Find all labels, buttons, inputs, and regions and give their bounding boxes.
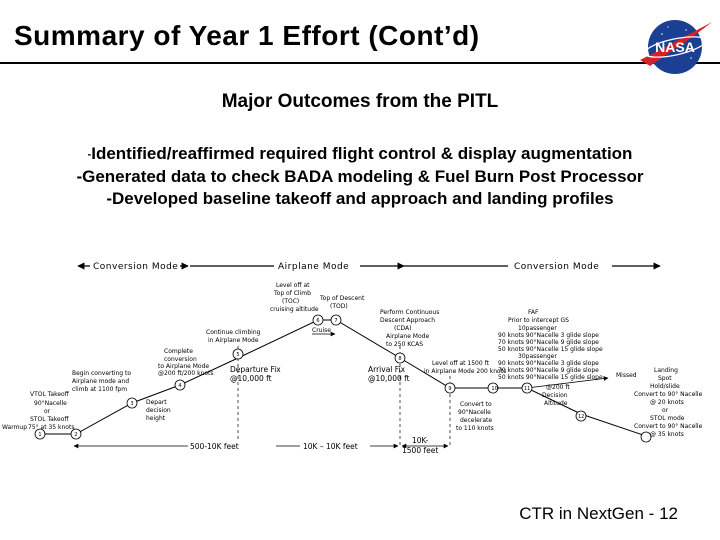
svg-text:10: 10	[491, 386, 498, 392]
annotation-top-of-descent	[319, 295, 365, 310]
mode-label-conversion-left: Conversion Mode	[93, 262, 179, 272]
svg-text:1: 1	[38, 432, 42, 438]
waypoint-node	[395, 353, 405, 363]
annotation-departure-fix	[230, 365, 281, 383]
waypoint-node	[445, 383, 455, 393]
annotation-missed: Missed	[616, 372, 637, 379]
waypoint-node	[233, 349, 243, 359]
annotation-faf	[498, 309, 603, 381]
svg-text:11: 11	[524, 386, 531, 392]
svg-text:STOL mode: STOL mode	[650, 415, 685, 422]
svg-text:4: 4	[178, 383, 182, 389]
svg-text:Convert to 90° Nacelle: Convert to 90° Nacelle	[634, 423, 703, 430]
svg-text:Top of Climb: Top of Climb	[274, 290, 311, 297]
svg-text:90°Nacelle: 90°Nacelle	[34, 400, 67, 407]
annotation-begin-converting	[72, 370, 131, 393]
svg-text:Altitude: Altitude	[544, 400, 568, 407]
svg-text:Decision: Decision	[542, 392, 568, 399]
range-label-right-2: 1500 feet	[402, 446, 439, 455]
svg-text:Complete: Complete	[164, 348, 193, 355]
annotation-level-off-1500	[424, 360, 506, 375]
annotation-convert-nacelle	[456, 401, 494, 432]
svg-text:decision: decision	[146, 407, 171, 414]
svg-text:Arrival Fix: Arrival Fix	[368, 365, 406, 374]
annotation-perform-cda	[380, 309, 439, 348]
svg-text:90 knots 90°Nacelle 3 glide sl: 90 knots 90°Nacelle 3 glide slope	[498, 332, 599, 339]
nasa-logo-text: NASA	[655, 39, 695, 55]
svg-text:5: 5	[236, 352, 240, 358]
outcome-item: -Identified/reaffirmed required flight control & display augmentation	[87, 144, 633, 163]
waypoint-node	[331, 315, 341, 325]
title-divider	[0, 62, 720, 64]
page-number: 12	[659, 504, 678, 523]
slide-footer	[519, 504, 678, 524]
svg-text:3: 3	[130, 401, 134, 407]
svg-text:@200 ft: @200 ft	[546, 384, 570, 391]
svg-text:(TOC): (TOC)	[282, 298, 300, 305]
svg-text:12: 12	[578, 414, 585, 420]
waypoint-node	[488, 383, 498, 393]
waypoint-node	[175, 380, 185, 390]
svg-text:or: or	[662, 407, 669, 414]
svg-text:70 knots 90°Nacelle 9 glide sl: 70 knots 90°Nacelle 9 glide slope	[498, 367, 599, 374]
svg-text:Spot: Spot	[658, 375, 672, 382]
svg-text:in Airplane Mode: in Airplane Mode	[208, 337, 259, 344]
svg-text:Airplane Mode: Airplane Mode	[386, 333, 430, 340]
svg-text:90°Nacelle: 90°Nacelle	[458, 409, 491, 416]
svg-text:9: 9	[448, 386, 452, 392]
svg-text:50 knots 90°Nacelle 15 glide s: 50 knots 90°Nacelle 15 glide slope	[498, 346, 603, 353]
mode-label-conversion-right: Conversion Mode	[514, 262, 600, 272]
svg-text:Convert to 90° Nacelle: Convert to 90° Nacelle	[634, 391, 703, 398]
svg-text:Landing: Landing	[654, 367, 678, 374]
svg-text:(TOD): (TOD)	[330, 303, 348, 310]
svg-text:@10,000 ft: @10,000 ft	[230, 374, 272, 383]
svg-text:Level off at: Level off at	[276, 282, 310, 289]
svg-text:@10,000 ft: @10,000 ft	[368, 374, 410, 383]
annotation-arrival-fix	[368, 365, 410, 383]
svg-text:@ 35 knots: @ 35 knots	[650, 431, 684, 438]
nasa-logo	[636, 16, 714, 78]
footer-label: CTR in NextGen	[519, 504, 644, 523]
footer-separator: -	[648, 504, 655, 523]
svg-text:8: 8	[398, 356, 402, 362]
svg-text:50 knots 90°Nacelle 15 glide s: 50 knots 90°Nacelle 15 glide slope	[498, 374, 603, 381]
range-label-right-1: 10K-	[412, 436, 429, 445]
svg-text:2: 2	[74, 432, 78, 438]
svg-text:cruising altitude: cruising altitude	[270, 306, 319, 313]
waypoint-node	[576, 411, 586, 421]
svg-text:Begin converting to: Begin converting to	[72, 370, 132, 377]
svg-text:Airplane mode and: Airplane mode and	[72, 378, 130, 385]
annotation-warmup: Warmup	[2, 424, 28, 431]
outcome-item: -Developed baseline takeoff and approach and landing profiles	[106, 189, 614, 208]
flight-profile-diagram	[0, 250, 720, 500]
svg-text:decelerate: decelerate	[460, 417, 493, 424]
svg-text:FAF: FAF	[528, 309, 539, 316]
annotation-continue-climbing	[206, 329, 261, 344]
svg-text:75° at 35 knots: 75° at 35 knots	[28, 424, 75, 431]
mode-label-airplane: Airplane Mode	[278, 262, 350, 272]
svg-text:30passenger: 30passenger	[518, 353, 557, 360]
svg-text:@200 ft/200 knots: @200 ft/200 knots	[158, 370, 214, 377]
svg-text:to 250 KCAS: to 250 KCAS	[386, 341, 423, 348]
svg-text:Top of Descent: Top of Descent	[320, 295, 365, 302]
annotation-top-of-climb	[270, 282, 319, 313]
annotation-landing	[634, 367, 703, 438]
svg-text:conversion: conversion	[164, 356, 197, 363]
svg-text:Departure Fix: Departure Fix	[230, 365, 281, 374]
svg-text:STOL Takeoff: STOL Takeoff	[30, 416, 69, 423]
svg-text:Level off at 1500 ft: Level off at 1500 ft	[432, 360, 489, 367]
annotation-depart-decision	[146, 399, 171, 422]
outcome-item: -Generated data to check BADA modeling & Fuel Burn Post Processor	[76, 167, 644, 186]
svg-text:height: height	[146, 415, 166, 422]
svg-text:70 knots 90°Nacelle 9 glide sl: 70 knots 90°Nacelle 9 glide slope	[498, 339, 599, 346]
waypoint-node	[522, 383, 532, 393]
section-subtitle: Major Outcomes from the PITL	[221, 91, 499, 112]
svg-text:Prior to intercept GS: Prior to intercept GS	[508, 317, 569, 324]
range-label-mid: 10K – 10K feet	[303, 442, 358, 451]
waypoint-node	[313, 315, 323, 325]
svg-text:6: 6	[316, 318, 320, 324]
annotation-decision-altitude	[542, 384, 570, 407]
svg-text:VTOL Takeoff: VTOL Takeoff	[30, 391, 69, 398]
svg-text:Hold/slide: Hold/slide	[650, 383, 680, 390]
waypoint-node	[127, 398, 137, 408]
svg-text:to 110 knots: to 110 knots	[456, 425, 494, 432]
svg-text:10passenger: 10passenger	[518, 325, 557, 332]
svg-text:climb at 1100 fpm: climb at 1100 fpm	[72, 386, 128, 393]
svg-text:Descent Approach: Descent Approach	[380, 317, 435, 324]
svg-text:90 knots 90°Nacelle 3 glide sl: 90 knots 90°Nacelle 3 glide slope	[498, 360, 599, 367]
svg-text:@ 20 knots: @ 20 knots	[650, 399, 684, 406]
svg-text:or: or	[44, 408, 51, 415]
svg-text:(CDA): (CDA)	[394, 325, 412, 332]
annotation-vtol-takeoff	[28, 391, 74, 431]
svg-text:Depart: Depart	[146, 399, 167, 406]
svg-text:to Airplane Mode: to Airplane Mode	[158, 363, 210, 370]
page-title: Summary of Year 1 Effort (Cont’d)	[14, 20, 480, 51]
svg-text:7: 7	[334, 318, 338, 324]
annotation-complete-conversion	[158, 348, 214, 377]
annotation-cruise: Cruise	[312, 327, 331, 334]
range-label-left: 500-10K feet	[190, 442, 239, 451]
svg-text:Convert to: Convert to	[460, 401, 492, 408]
svg-text:Continue climbing: Continue climbing	[206, 329, 261, 336]
svg-text:Perform Continuous: Perform Continuous	[380, 309, 440, 316]
svg-text:in Airplane Mode 200 knots: in Airplane Mode 200 knots	[424, 368, 507, 375]
